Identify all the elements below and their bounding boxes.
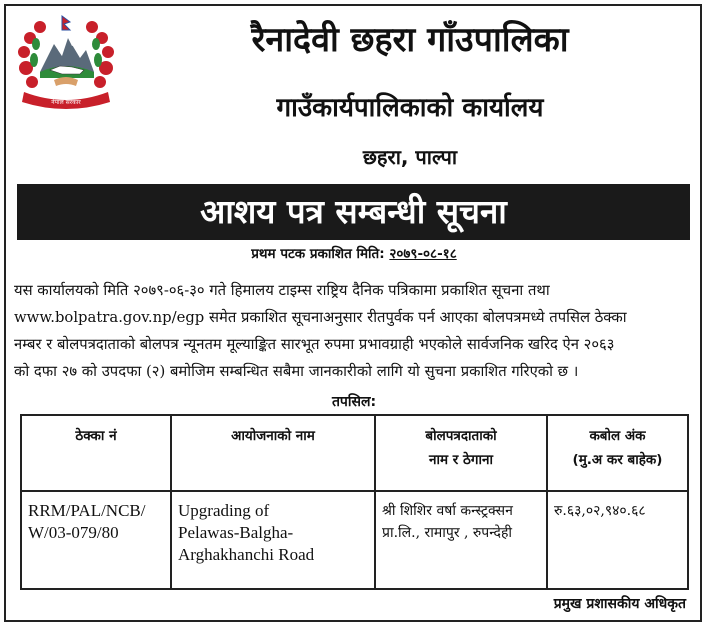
table-header-row [21,415,688,491]
header-contract-no-label: ठेक्का नं [75,428,117,444]
first-published-date: २०७९-०८-१८ [389,246,457,262]
bid-amount: रु.६३,०२,९४०.६८ [554,503,646,519]
header-project-name [171,415,375,491]
emblem-ribbon-text: नेपाल सरकार [51,99,81,106]
project-line3: Arghakhanchi Road [178,545,315,564]
table-row [21,491,688,589]
project-line2: Pelawas-Balgha- [178,523,294,542]
header-amount-line2: (मु.अ कर बाहेक) [572,452,663,468]
notice-body [14,277,696,385]
first-published-line [0,244,708,264]
municipality-name: रैनादेवी छहरा गाँउपालिका [251,20,569,60]
bidder-line1: श्री शिशिर वर्षा कन्स्ट्रक्सन [382,503,513,519]
schedule-label: तपसिल: [331,394,377,410]
notice-title-banner: आशय पत्र सम्बन्धी सूचना [17,184,690,240]
notice-body-line: नम्बर र बोलपत्रदाताको बोलपत्र न्यूनतम मूल्याङ्कित सारभूत रुपमा प्रभावग्राही भएकोले सार्वजनिक खरिद ऐन २०६३ [14,336,615,353]
first-published-label: प्रथम पटक प्रकाशित मिति: [251,246,385,262]
contract-no-line2: W/03-079/80 [28,523,119,542]
header-project-name-label: आयोजनाको नाम [231,428,315,444]
header-amount-line1: कबोल अंक [589,428,646,444]
signatory-title: प्रमुख प्रशासकीय अधिकृत [553,596,686,612]
notice-body-line: को दफा २७ को उपदफा (२) बमोजिम सम्बन्धित सबैमा जानकारीको लागि यो सुचना प्रकाशित गरिएको छ । [14,363,579,380]
header-bidder-line2: नाम र ठेगाना [429,452,493,468]
contract-table [20,414,689,590]
nepal-coat-of-arms-icon [10,12,122,114]
header-bidder-line1: बोलपत्रदाताको [425,428,497,444]
header-contract-no [21,415,171,491]
contract-no-line1: RRM/PAL/NCB/ [28,501,146,520]
bidder-line2: प्रा.लि., रामापुर , रुपन्देही [382,525,513,541]
cell-project-name [171,491,375,589]
cell-amount [547,491,688,589]
project-line1: Upgrading of [178,501,270,520]
header-amount [547,415,688,491]
cell-contract-no [21,491,171,589]
office-name: गाउँकार्यपालिकाको कार्यालय [276,93,544,123]
notice-body-line: यस कार्यालयको मिति २०७९-०६-३० गते हिमालय टाइम्स राष्ट्रिय दैनिक पत्रिकामा प्रकाशित सूचना तथा [14,282,550,299]
office-location: छहरा, पाल्पा [362,145,458,169]
header-bidder [375,415,547,491]
cell-bidder [375,491,547,589]
notice-body-line: www.bolpatra.gov.np/egp समेत प्रकाशित सूचनाअनुसार रीतपुर्वक पर्न आएका बोलपत्रमध्ये तपसिल ठेक्का [14,309,627,326]
